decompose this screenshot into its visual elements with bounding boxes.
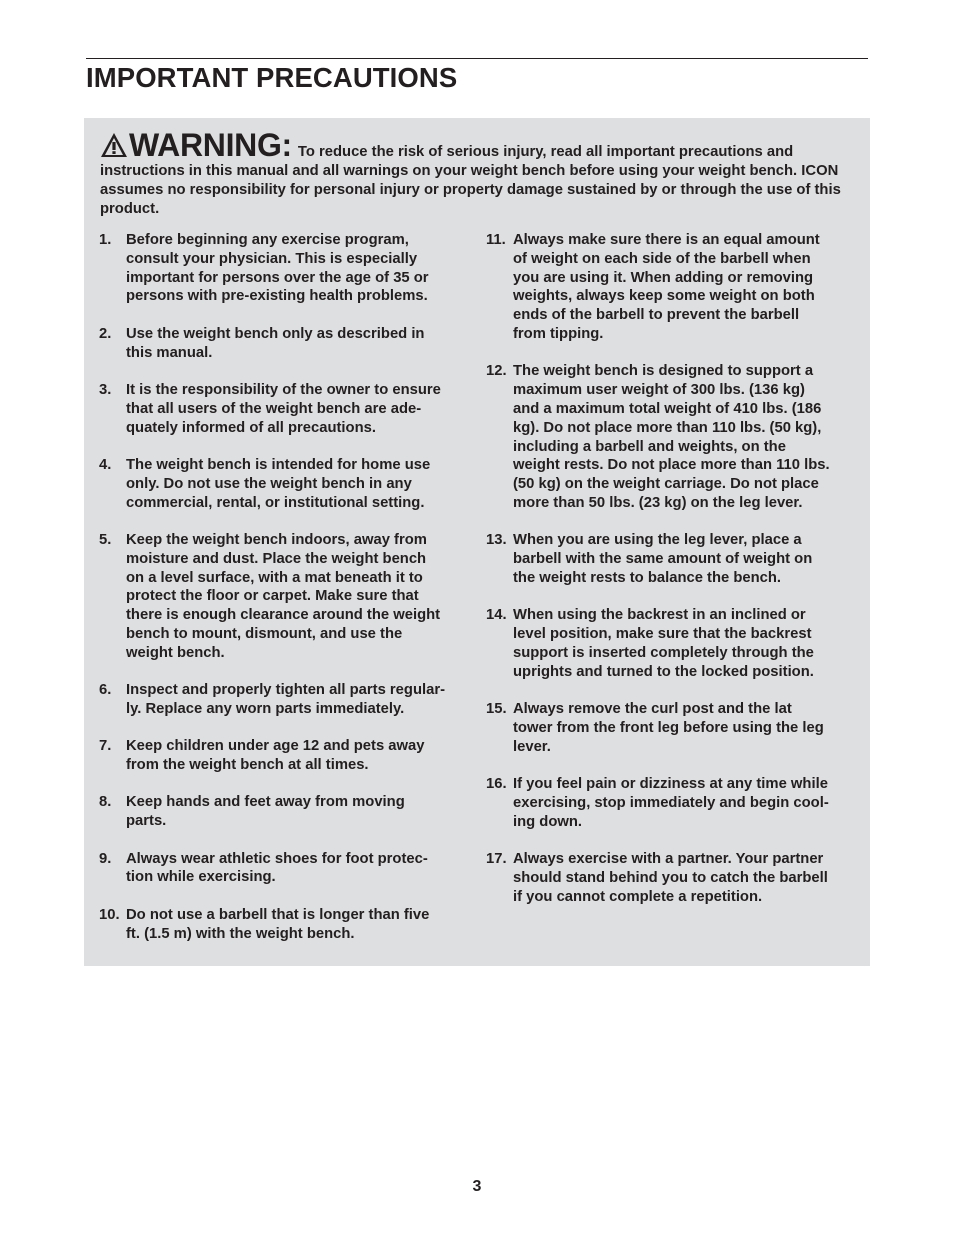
precaution-line: ends of the barbell to prevent the barbell (513, 307, 800, 324)
precaution-line: uprights and turned to the locked position. (513, 663, 814, 680)
precaution-line: Inspect and properly tighten all parts regular- (126, 682, 446, 699)
precaution-number: 3. (99, 381, 112, 398)
precaution-line: Use the weight bench only as described in (126, 325, 425, 342)
precaution-line: ly. Replace any worn parts immediately. (126, 700, 405, 717)
precaution-line: Keep the weight bench indoors, away from (126, 531, 427, 548)
precaution-item (99, 906, 469, 944)
precaution-line: that all users of the weight bench are ade- (126, 400, 422, 417)
precaution-line: lever. (513, 738, 551, 755)
precaution-line: only. Do not use the weight bench in any (126, 475, 412, 492)
precaution-line: moisture and dust. Place the weight bench (126, 550, 427, 567)
warning-heading (100, 127, 298, 163)
precaution-text (513, 606, 858, 681)
precaution-line: Keep children under age 12 and pets away (126, 738, 425, 755)
precaution-item (99, 737, 469, 775)
precaution-number: 16. (486, 776, 507, 793)
precaution-line: (50 kg) on the weight carriage. Do not place (513, 476, 819, 493)
precaution-item (486, 700, 858, 756)
precaution-item (99, 325, 469, 363)
precaution-line: commercial, rental, or institutional setting. (126, 494, 425, 511)
precaution-text (126, 906, 469, 944)
precaution-line: ing down. (513, 813, 583, 830)
precaution-text (126, 737, 469, 775)
precaution-text (513, 362, 858, 512)
precaution-line: more than 50 lbs. (23 kg) on the leg lever. (513, 494, 803, 511)
precaution-line: from the weight bench at all times. (126, 757, 369, 774)
precaution-number: 13. (486, 532, 507, 549)
precaution-line: weights, always keep some weight on both (513, 288, 815, 305)
warning-block (100, 127, 852, 219)
precaution-text (126, 325, 469, 363)
precaution-item (99, 681, 469, 719)
precaution-text (513, 700, 858, 756)
precaution-line: support is inserted completely through the (513, 644, 814, 661)
precaution-number: 17. (486, 851, 507, 868)
precaution-number: 6. (99, 682, 112, 699)
precaution-line: of weight on each side of the barbell when (513, 250, 811, 267)
precaution-line: Do not use a barbell that is longer than five (126, 906, 430, 923)
precautions-left-column (99, 231, 469, 943)
precaution-line: you are using it. When adding or removing (513, 269, 814, 286)
precaution-line: barbell with the same amount of weight on (513, 551, 813, 568)
precaution-number: 1. (99, 232, 112, 248)
header-rule (86, 58, 868, 59)
precaution-item (486, 850, 858, 906)
precaution-number: 12. (486, 363, 507, 380)
precaution-number: 8. (99, 794, 112, 811)
precaution-number: 5. (99, 531, 112, 548)
precaution-line: on a level surface, with a mat beneath it to (126, 569, 423, 586)
precaution-number: 4. (99, 456, 112, 473)
precaution-number: 15. (486, 701, 507, 718)
precaution-line: Always exercise with a partner. Your partner (513, 851, 824, 868)
precaution-item (486, 531, 858, 587)
precaution-line: including a barbell and weights, on the (513, 438, 786, 455)
precaution-line: ft. (1.5 m) with the weight bench. (126, 925, 355, 942)
precaution-number: 9. (99, 850, 112, 867)
precaution-line: Always wear athletic shoes for foot protec- (126, 850, 428, 867)
precaution-line: Always make sure there is an equal amount (513, 232, 820, 248)
precaution-text (126, 381, 469, 437)
precaution-item (99, 850, 469, 888)
precaution-text (513, 850, 858, 906)
precaution-item (99, 381, 469, 437)
precaution-line: level position, make sure that the backrest (513, 626, 812, 643)
precaution-text (126, 231, 469, 306)
precaution-line: this manual. (126, 344, 213, 361)
precaution-item (486, 775, 858, 831)
precaution-item (99, 793, 469, 831)
precaution-line: weight bench. (126, 644, 225, 661)
precaution-line: important for persons over the age of 35 or (126, 269, 429, 286)
precaution-line: exercising, stop immediately and begin cool- (513, 794, 829, 811)
precaution-line: if you cannot complete a repetition. (513, 888, 763, 905)
precautions-right-column (486, 231, 858, 906)
precaution-line: When using the backrest in an inclined or (513, 607, 806, 624)
precaution-text (513, 231, 858, 344)
precaution-line: maximum user weight of 300 lbs. (136 kg) (513, 382, 805, 399)
precaution-line: from tipping. (513, 325, 604, 342)
precaution-line: parts. (126, 813, 167, 830)
precaution-line: When you are using the leg lever, place a (513, 532, 802, 549)
precaution-line: It is the responsibility of the owner to ensure (126, 381, 441, 398)
precaution-line: and a maximum total weight of 410 lbs. (186 (513, 400, 822, 417)
precaution-line: kg). Do not place more than 110 lbs. (50 kg), (513, 419, 822, 436)
precaution-item (486, 606, 858, 681)
precaution-line: protect the floor or carpet. Make sure that (126, 588, 419, 605)
warning-word: WARNING: (129, 127, 292, 163)
precaution-line: The weight bench is intended for home use (126, 456, 431, 473)
page-number: 3 (472, 1178, 482, 1195)
precaution-number: 7. (99, 738, 112, 755)
precaution-text (513, 775, 858, 831)
precaution-line: If you feel pain or dizziness at any time while (513, 776, 828, 793)
precaution-text (126, 531, 469, 663)
precaution-line: there is enough clearance around the weight (126, 607, 441, 624)
precaution-line: Always remove the curl post and the lat (513, 701, 792, 718)
precaution-item (486, 362, 858, 512)
precaution-line: tower from the front leg before using the leg (513, 719, 824, 736)
precaution-line: tion while exercising. (126, 869, 276, 886)
precaution-line: Keep hands and feet away from moving (126, 794, 405, 811)
precaution-line: The weight bench is designed to support a (513, 363, 814, 380)
precaution-item (99, 531, 469, 663)
precaution-line: consult your physician. This is especially (126, 250, 418, 267)
precaution-text (126, 456, 469, 512)
precaution-line: the weight rests to balance the bench. (513, 569, 782, 586)
precaution-line: weight rests. Do not place more than 110 lbs. (513, 457, 830, 474)
precaution-line: quately informed of all precautions. (126, 419, 376, 436)
precaution-item (99, 231, 469, 306)
precaution-text (126, 850, 469, 888)
precaution-item (99, 456, 469, 512)
precaution-item (486, 231, 858, 344)
precaution-line: bench to mount, dismount, and use the (126, 625, 403, 642)
precaution-line: Before beginning any exercise program, (126, 232, 409, 248)
precaution-text (513, 531, 858, 587)
precaution-number: 14. (486, 607, 507, 624)
page-title: IMPORTANT PRECAUTIONS (86, 62, 458, 93)
precaution-line: should stand behind you to catch the barbell (513, 869, 828, 886)
precaution-number: 11. (486, 232, 506, 248)
precaution-text (126, 681, 469, 719)
warning-triangle-icon (100, 132, 128, 158)
precaution-number: 2. (99, 325, 112, 342)
precaution-line: persons with pre-existing health problems. (126, 288, 428, 305)
precaution-number: 10. (99, 906, 120, 923)
warning-panel (84, 118, 870, 966)
warning-text: To reduce the risk of serious injury, read all important precautions and instructions in this manual and all warnings on your weight bench before using your weight bench. ICON assumes no responsibility for personal injury or property damage sustained by or through the use of this product. (100, 144, 841, 217)
precaution-text (126, 793, 469, 831)
